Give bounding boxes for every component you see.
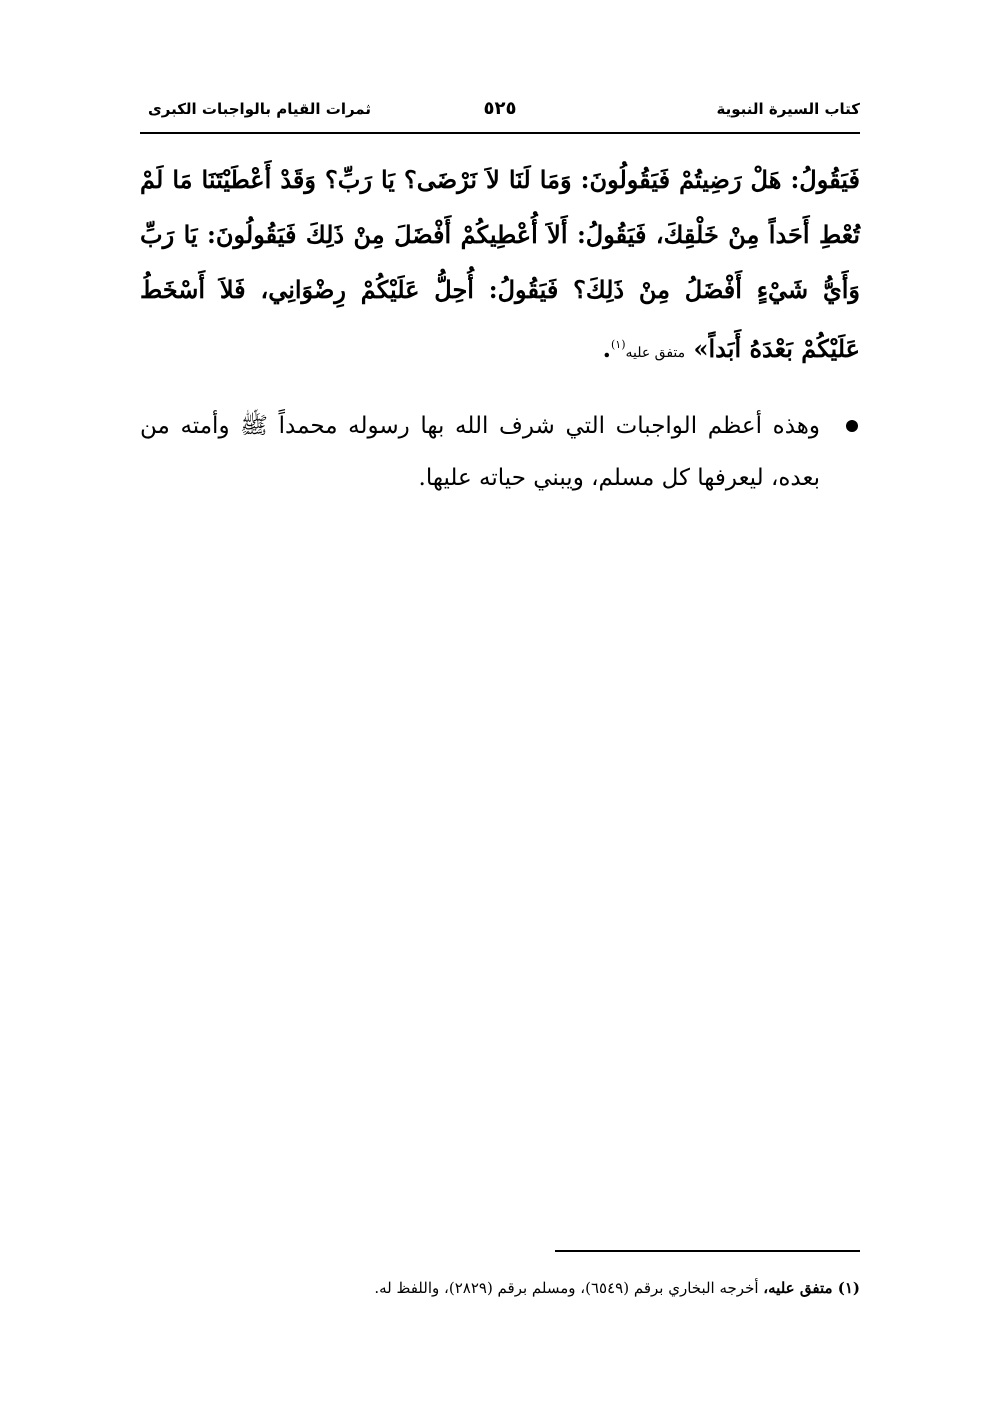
footnote-ref: (١) [610,338,626,351]
hadith-paragraph [140,152,860,381]
agreed-label: متفق عليه [625,345,686,361]
bullet-text: وهذه أعظم الواجبات التي شرف الله بها رسوله محمداً ﷺ وأمته من بعده، ليعرفها كل مسلم، ويبني حياته عليها. [140,413,820,491]
bullet-dot-icon [846,420,858,432]
footnote [140,1276,860,1300]
book-title: كتاب السيرة النبوية [716,100,860,118]
header-divider [140,132,860,134]
chapter-title: ثمرات القيام بالواجبات الكبرى [148,100,372,118]
footnote-text: أخرجه البخاري برقم (٦٥٤٩)، ومسلم برقم (٢٨٢٩)، واللفظ له. [374,1279,764,1297]
footnote-lead: (١) متفق عليه، [763,1279,860,1297]
end-period: . [602,334,611,363]
page-number: ٥٢٥ [483,98,517,119]
running-header [140,96,860,132]
hadith-text: فَيَقُولُ: هَلْ رَضِيتُمْ فَيَقُولُونَ: وَمَا لَنَا لاَ نَرْضَى؟ يَا رَبِّ؟ وَقَدْ أَعْطَيْتَنَا مَا لَمْ تُعْطِ أَحَداً مِنْ خَلْقِكَ، فَيَقُولُ: أَلاَ أُعْطِيكُمْ أَفْضَلَ مِنْ ذَلِكَ فَيَقُولُونَ: يَا رَبِّ وَأَيُّ شَيْءٍ أَفْضَلُ مِنْ ذَلِكَ؟ فَيَقُولُ: أُحِلُّ عَلَيْكُمْ رِضْوَانِي، فَلاَ أَسْخَطُ عَلَيْكُمْ بَعْدَهُ أَبَداً» [140,165,860,363]
footnote-divider [555,1250,860,1252]
bullet-item [140,400,860,504]
